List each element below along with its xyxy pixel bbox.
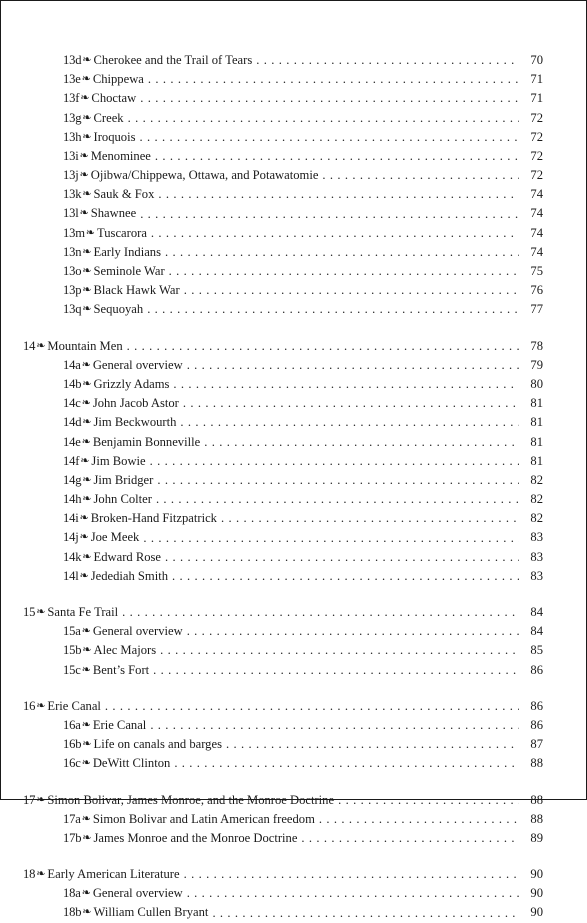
toc-subentry[interactable] <box>23 128 543 147</box>
entry-title: Santa Fe Trail <box>47 605 119 620</box>
dot-leader <box>184 281 519 300</box>
toc-subentry[interactable] <box>23 375 543 394</box>
entry-number: 13p <box>63 283 82 298</box>
page-number: 75 <box>530 264 543 279</box>
entry-number: 14g <box>63 472 82 487</box>
entry-title: Chippewa <box>92 72 144 87</box>
page-number: 78 <box>530 338 543 353</box>
page-number: 88 <box>530 811 543 826</box>
entry-title: John Jacob Astor <box>92 396 179 411</box>
entry-title: Jedediah Smith <box>90 568 169 583</box>
toc-subentry[interactable] <box>23 509 543 528</box>
page-number: 81 <box>530 396 543 411</box>
page-number: 90 <box>530 886 543 901</box>
toc-subentry[interactable] <box>23 109 543 128</box>
entry-title: Erie Canal <box>47 698 101 713</box>
dot-leader <box>165 548 519 567</box>
toc-subentry[interactable] <box>23 205 543 224</box>
dot-leader <box>173 375 519 394</box>
dot-leader <box>150 716 519 735</box>
ornament-icon: ❧ <box>82 303 92 316</box>
entry-number: 17b <box>63 830 82 845</box>
dot-leader <box>148 70 519 89</box>
toc-subentry[interactable] <box>23 829 543 848</box>
ornament-icon: ❧ <box>82 550 92 563</box>
ornament-icon: ❧ <box>81 718 91 731</box>
ornament-icon: ❧ <box>82 906 92 919</box>
entry-title: Mountain Men <box>47 338 123 353</box>
ornament-icon: ❧ <box>82 284 92 297</box>
entry-number: 14e <box>63 434 81 449</box>
ornament-icon: ❧ <box>81 625 91 638</box>
ornament-icon: ❧ <box>82 416 92 429</box>
entry-number: 14l <box>63 568 79 583</box>
entry-title: DeWitt Clinton <box>92 756 171 771</box>
entry-number: 14a <box>63 357 81 372</box>
entry-number: 13g <box>63 110 82 125</box>
toc-subentry[interactable] <box>23 904 543 923</box>
section-gap <box>23 586 543 603</box>
entry-number: 13k <box>63 187 82 202</box>
section-gap <box>23 320 543 337</box>
entry-title: Menominee <box>90 148 151 163</box>
toc-subentry[interactable] <box>23 471 543 490</box>
entry-title: Shawnee <box>90 206 137 221</box>
dot-leader <box>174 754 519 773</box>
ornament-icon: ❧ <box>81 358 91 371</box>
ornament-icon: ❧ <box>81 397 91 410</box>
entry-title: Choctaw <box>91 91 137 106</box>
entry-title: John Colter <box>93 492 152 507</box>
page-number: 84 <box>530 624 543 639</box>
entry-title: Erie Canal <box>92 717 147 732</box>
ornament-icon: ❧ <box>79 512 89 525</box>
entry-title: General overview <box>92 357 183 372</box>
toc-subentry[interactable] <box>23 89 543 108</box>
dot-leader <box>221 509 519 528</box>
page-number: 90 <box>530 867 543 882</box>
ornament-icon: ❧ <box>36 339 46 352</box>
toc-subentry[interactable] <box>23 641 543 660</box>
entry-number: 15 <box>23 605 36 620</box>
page-number: 82 <box>530 492 543 507</box>
page-number: 82 <box>530 511 543 526</box>
page-number: 76 <box>530 283 543 298</box>
entry-number: 18b <box>63 905 82 920</box>
entry-number: 16a <box>63 717 81 732</box>
page-number: 72 <box>530 168 543 183</box>
dot-leader <box>165 243 519 262</box>
entry-title: Life on canals and barges <box>93 737 222 752</box>
dot-leader <box>172 567 519 586</box>
toc-subentry[interactable] <box>23 166 543 185</box>
dot-leader <box>322 166 519 185</box>
dot-leader <box>157 471 519 490</box>
entry-number: 15b <box>63 643 82 658</box>
entry-title: Cherokee and the Trail of Tears <box>93 52 253 67</box>
entry-title: Bent’s Fort <box>92 662 150 677</box>
dot-leader <box>180 413 519 432</box>
dot-leader <box>160 641 519 660</box>
ornament-icon: ❧ <box>80 454 90 467</box>
dot-leader <box>128 109 519 128</box>
dot-leader <box>155 147 519 166</box>
ornament-icon: ❧ <box>79 207 89 220</box>
dot-leader <box>226 735 519 754</box>
page-number: 74 <box>530 206 543 221</box>
page-number: 72 <box>530 148 543 163</box>
entry-number: 13o <box>63 264 82 279</box>
ornament-icon: ❧ <box>79 569 89 582</box>
ornament-icon: ❧ <box>79 169 89 182</box>
dot-leader <box>150 452 519 471</box>
toc-subentry[interactable] <box>23 300 543 319</box>
dot-leader <box>338 791 519 810</box>
dot-leader <box>122 603 519 622</box>
entry-number: 13l <box>63 206 79 221</box>
toc-chapter-entry[interactable] <box>23 337 543 356</box>
entry-number: 14c <box>63 396 81 411</box>
page-number: 86 <box>530 698 543 713</box>
page-number: 72 <box>530 110 543 125</box>
dot-leader <box>184 865 519 884</box>
page-number: 90 <box>530 905 543 920</box>
entry-number: 13i <box>63 148 79 163</box>
section-gap <box>23 848 543 865</box>
entry-number: 17a <box>63 811 81 826</box>
entry-title: Grizzly Adams <box>93 376 170 391</box>
page-number: 82 <box>530 472 543 487</box>
entry-number: 14f <box>63 453 80 468</box>
entry-title: Ojibwa/Chippewa, Ottawa, and Potawatomie <box>90 168 319 183</box>
dot-leader <box>156 490 519 509</box>
ornament-icon: ❧ <box>82 111 92 124</box>
page-number: 86 <box>530 717 543 732</box>
page-number: 83 <box>530 568 543 583</box>
entry-title: Alec Majors <box>93 643 157 658</box>
dot-leader <box>153 661 519 680</box>
ornament-icon: ❧ <box>82 130 92 143</box>
entry-number: 14 <box>23 338 36 353</box>
toc-chapter-entry[interactable] <box>23 697 543 716</box>
entry-number: 15c <box>63 662 81 677</box>
ornament-icon: ❧ <box>82 245 92 258</box>
ornament-icon: ❧ <box>79 531 89 544</box>
entry-number: 14k <box>63 549 82 564</box>
toc-subentry[interactable] <box>23 51 543 70</box>
page-number: 86 <box>530 662 543 677</box>
dot-leader <box>204 433 519 452</box>
page-number: 81 <box>530 415 543 430</box>
ornament-icon: ❧ <box>82 493 92 506</box>
ornament-icon: ❧ <box>82 644 92 657</box>
dot-leader <box>256 51 519 70</box>
toc-subentry[interactable] <box>23 185 543 204</box>
toc-subentry[interactable] <box>23 735 543 754</box>
ornament-icon: ❧ <box>81 435 91 448</box>
ornament-icon: ❧ <box>79 149 89 162</box>
ornament-icon: ❧ <box>80 92 90 105</box>
ornament-icon: ❧ <box>82 738 92 751</box>
entry-title: Edward Rose <box>93 549 162 564</box>
entry-title: Sequoyah <box>93 302 144 317</box>
dot-leader <box>183 394 519 413</box>
ornament-icon: ❧ <box>81 887 91 900</box>
entry-title: Jim Bowie <box>91 453 146 468</box>
entry-title: Joe Meek <box>90 530 140 545</box>
entry-number: 13m <box>63 225 85 240</box>
toc-subentry[interactable] <box>23 356 543 375</box>
entry-number: 14h <box>63 492 82 507</box>
page-number: 88 <box>530 756 543 771</box>
ornament-icon: ❧ <box>82 473 92 486</box>
entry-number: 13d <box>63 52 82 67</box>
entry-title: Jim Bridger <box>93 472 154 487</box>
toc-chapter-entry[interactable] <box>23 603 543 622</box>
table-of-contents <box>23 51 543 923</box>
entry-title: Early Indians <box>93 244 162 259</box>
entry-number: 13f <box>63 91 80 106</box>
page-number: 88 <box>530 792 543 807</box>
page-number: 71 <box>530 91 543 106</box>
page-number: 71 <box>530 72 543 87</box>
entry-number: 15a <box>63 624 81 639</box>
dot-leader <box>140 89 519 108</box>
entry-title: Jim Beckwourth <box>93 415 177 430</box>
toc-subentry[interactable] <box>23 452 543 471</box>
dot-leader <box>158 185 519 204</box>
ornament-icon: ❧ <box>82 53 92 66</box>
entry-number: 13q <box>63 302 82 317</box>
dot-leader <box>143 529 519 548</box>
ornament-icon: ❧ <box>82 188 92 201</box>
entry-number: 18 <box>23 867 36 882</box>
toc-subentry[interactable] <box>23 433 543 452</box>
section-gap <box>23 774 543 791</box>
ornament-icon: ❧ <box>81 757 91 770</box>
entry-title: Seminole War <box>93 264 165 279</box>
entry-title: Benjamin Bonneville <box>92 434 201 449</box>
ornament-icon: ❧ <box>82 265 92 278</box>
toc-subentry[interactable] <box>23 529 543 548</box>
toc-subentry[interactable] <box>23 147 543 166</box>
page-number: 84 <box>530 605 543 620</box>
dot-leader <box>127 337 519 356</box>
entry-number: 13h <box>63 129 82 144</box>
page-number: 72 <box>530 129 543 144</box>
entry-title: General overview <box>92 624 183 639</box>
entry-number: 13j <box>63 168 79 183</box>
toc-subentry[interactable] <box>23 413 543 432</box>
entry-number: 17 <box>23 792 36 807</box>
dot-leader <box>301 829 519 848</box>
ornament-icon: ❧ <box>36 868 46 881</box>
dot-leader <box>140 205 519 224</box>
ornament-icon: ❧ <box>82 377 92 390</box>
ornament-icon: ❧ <box>85 226 96 239</box>
page-number: 81 <box>530 434 543 449</box>
dot-leader <box>147 300 519 319</box>
dot-leader <box>169 262 519 281</box>
page-number: 74 <box>530 244 543 259</box>
toc-subentry[interactable] <box>23 716 543 735</box>
toc-subentry[interactable] <box>23 567 543 586</box>
dot-leader <box>187 884 519 903</box>
entry-number: 14b <box>63 376 82 391</box>
ornament-icon: ❧ <box>82 831 92 844</box>
toc-subentry[interactable] <box>23 884 543 903</box>
ornament-icon: ❧ <box>81 663 91 676</box>
ornament-icon: ❧ <box>36 606 46 619</box>
toc-chapter-entry[interactable] <box>23 865 543 884</box>
page-number: 85 <box>530 643 543 658</box>
entry-number: 14i <box>63 511 79 526</box>
page-number: 89 <box>530 830 543 845</box>
dot-leader <box>105 697 519 716</box>
dot-leader <box>140 128 520 147</box>
ornament-icon: ❧ <box>81 73 91 86</box>
entry-title: Iroquois <box>93 129 136 144</box>
entry-number: 14j <box>63 530 79 545</box>
page-number: 81 <box>530 453 543 468</box>
entry-number: 16c <box>63 756 81 771</box>
entry-title: James Monroe and the Monroe Doctrine <box>93 830 298 845</box>
toc-subentry[interactable] <box>23 490 543 509</box>
toc-subentry[interactable] <box>23 70 543 89</box>
toc-subentry[interactable] <box>23 661 543 680</box>
toc-subentry[interactable] <box>23 262 543 281</box>
entry-title: Black Hawk War <box>93 283 180 298</box>
toc-subentry[interactable] <box>23 394 543 413</box>
toc-subentry[interactable] <box>23 622 543 641</box>
entry-title: William Cullen Bryant <box>93 905 209 920</box>
page-number: 74 <box>530 187 543 202</box>
page-number: 77 <box>530 302 543 317</box>
entry-title: Creek <box>93 110 124 125</box>
page-number: 70 <box>530 52 543 67</box>
toc-subentry[interactable] <box>23 224 543 243</box>
dot-leader <box>319 810 519 829</box>
page-number: 87 <box>530 737 543 752</box>
page-number: 80 <box>530 376 543 391</box>
dot-leader <box>187 356 519 375</box>
ornament-icon: ❧ <box>81 812 91 825</box>
entry-title: Broken-Hand Fitzpatrick <box>90 511 217 526</box>
entry-title: Early American Literature <box>47 867 180 882</box>
entry-number: 13e <box>63 72 81 87</box>
section-gap <box>23 680 543 697</box>
entry-number: 18a <box>63 886 81 901</box>
entry-number: 16b <box>63 737 82 752</box>
ornament-icon: ❧ <box>36 699 46 712</box>
dot-leader <box>187 622 519 641</box>
entry-title: Simon Bolivar and Latin American freedom <box>92 811 315 826</box>
dot-leader <box>151 224 519 243</box>
entry-number: 13n <box>63 244 82 259</box>
page-number: 83 <box>530 549 543 564</box>
toc-chapter-entry[interactable] <box>23 791 543 810</box>
page-number: 83 <box>530 530 543 545</box>
page-number: 79 <box>530 357 543 372</box>
toc-subentry[interactable] <box>23 548 543 567</box>
entry-title: General overview <box>92 886 183 901</box>
page-number: 74 <box>530 225 543 240</box>
dot-leader <box>212 904 519 923</box>
toc-subentry[interactable] <box>23 281 543 300</box>
entry-title: Sauk & Fox <box>93 187 155 202</box>
entry-title: Tuscarora <box>97 225 147 240</box>
toc-subentry[interactable] <box>23 810 543 829</box>
ornament-icon: ❧ <box>36 793 46 806</box>
entry-number: 14d <box>63 415 82 430</box>
toc-subentry[interactable] <box>23 754 543 773</box>
entry-title: Simon Bolivar, James Monroe, and the Monroe Doctrine <box>47 792 335 807</box>
entry-number: 16 <box>23 698 36 713</box>
toc-subentry[interactable] <box>23 243 543 262</box>
